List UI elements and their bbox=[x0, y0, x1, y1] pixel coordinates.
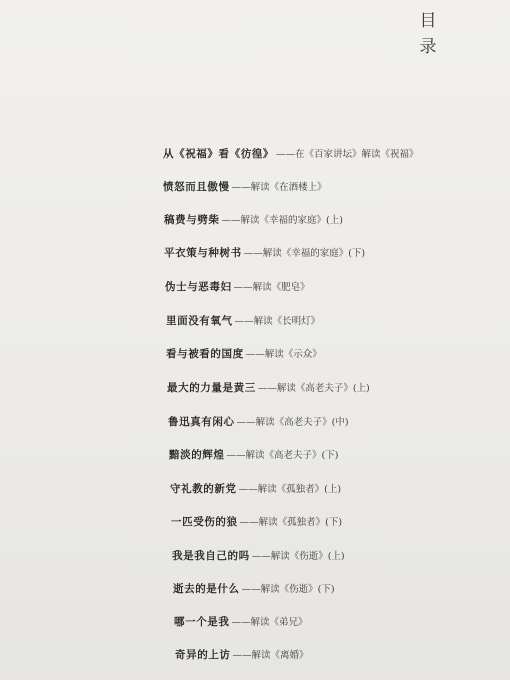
toc-entry-title: 看与被看的国度 bbox=[166, 347, 244, 360]
toc-heading-char-2: 录 bbox=[419, 37, 437, 57]
toc-entry-subtitle: ——解读《长明灯》 bbox=[234, 315, 321, 327]
toc-entry-title: 愤怒而且傲慢 bbox=[163, 180, 230, 193]
toc-entry-subtitle: ——解读《伤逝》(上) bbox=[251, 550, 345, 562]
toc-entry-title: 奇异的上访 bbox=[175, 648, 231, 661]
toc-entry-text bbox=[173, 581, 335, 596]
toc-entry-title: 鲁迅真有闲心 bbox=[168, 415, 235, 428]
toc-entry-subtitle: ——解读《肥皂》 bbox=[233, 281, 310, 293]
toc-entry-title: 里面没有氧气 bbox=[166, 314, 233, 327]
toc-entry-title: 哪一个是我 bbox=[174, 615, 230, 628]
toc-entry-text bbox=[164, 245, 365, 260]
toc-entry-subtitle: ——解读《离婚》 bbox=[232, 649, 309, 661]
toc-entry-title: 最大的力量是黄三 bbox=[167, 381, 256, 394]
toc-entry-subtitle: ——解读《高老夫子》(中) bbox=[236, 416, 349, 428]
toc-entry-text bbox=[165, 279, 310, 294]
toc-entry-subtitle: ——解读《孤独者》(下) bbox=[239, 516, 343, 528]
toc-entry-title: 黯淡的辉煌 bbox=[169, 448, 225, 461]
toc-entry-title: 一匹受伤的狼 bbox=[171, 515, 238, 528]
toc-heading-char-1: 目 bbox=[419, 11, 437, 31]
toc-entry-text bbox=[175, 647, 309, 662]
toc-entry-title: 我是我自己的吗 bbox=[172, 549, 250, 562]
toc-entry-title: 平衣策与种树书 bbox=[164, 246, 242, 259]
toc-entry-text bbox=[172, 548, 345, 563]
toc-entry-text bbox=[166, 313, 320, 328]
toc-entry-subtitle: ——解读《高老夫子》(下) bbox=[226, 449, 339, 461]
toc-entry-subtitle: ——在《百家讲坛》解读《祝福》 bbox=[276, 148, 419, 160]
toc-entry-subtitle: ——解读《孤独者》(上) bbox=[238, 483, 342, 495]
toc-entry-text bbox=[163, 179, 327, 194]
toc-entry-title: 稿费与劈柴 bbox=[164, 213, 220, 226]
toc-entry-text bbox=[166, 346, 322, 361]
toc-entry-text bbox=[171, 514, 342, 529]
toc-entry-subtitle: ——解读《幸福的家庭》(上) bbox=[221, 214, 343, 226]
toc-entry-subtitle: ——解读《弟兄》 bbox=[231, 616, 308, 628]
toc-entry-text bbox=[164, 212, 343, 227]
toc-entry-subtitle: ——解读《示众》 bbox=[245, 348, 322, 360]
toc-entry-text bbox=[170, 481, 341, 496]
toc-entry-subtitle: ——解读《伤逝》(下) bbox=[241, 583, 335, 595]
toc-entry-subtitle: ——解读《在酒楼上》 bbox=[231, 181, 327, 193]
toc-entry-subtitle: ——解读《幸福的家庭》(下) bbox=[243, 247, 366, 259]
toc-entry-title: 从《祝福》看《彷徨》 bbox=[163, 147, 274, 160]
toc-entry-text bbox=[169, 447, 338, 462]
toc-entry-text bbox=[163, 146, 419, 161]
toc-entry-subtitle: ——解读《高老夫子》(上) bbox=[257, 382, 370, 394]
toc-entry-text bbox=[167, 380, 370, 395]
toc-entry-text bbox=[168, 414, 349, 429]
toc-entry-title: 守礼教的新党 bbox=[170, 482, 237, 495]
toc-entry-title: 伪士与恶毒妇 bbox=[165, 280, 232, 293]
toc-entry-title: 逝去的是什么 bbox=[173, 582, 240, 595]
toc-entry-text bbox=[174, 614, 308, 629]
